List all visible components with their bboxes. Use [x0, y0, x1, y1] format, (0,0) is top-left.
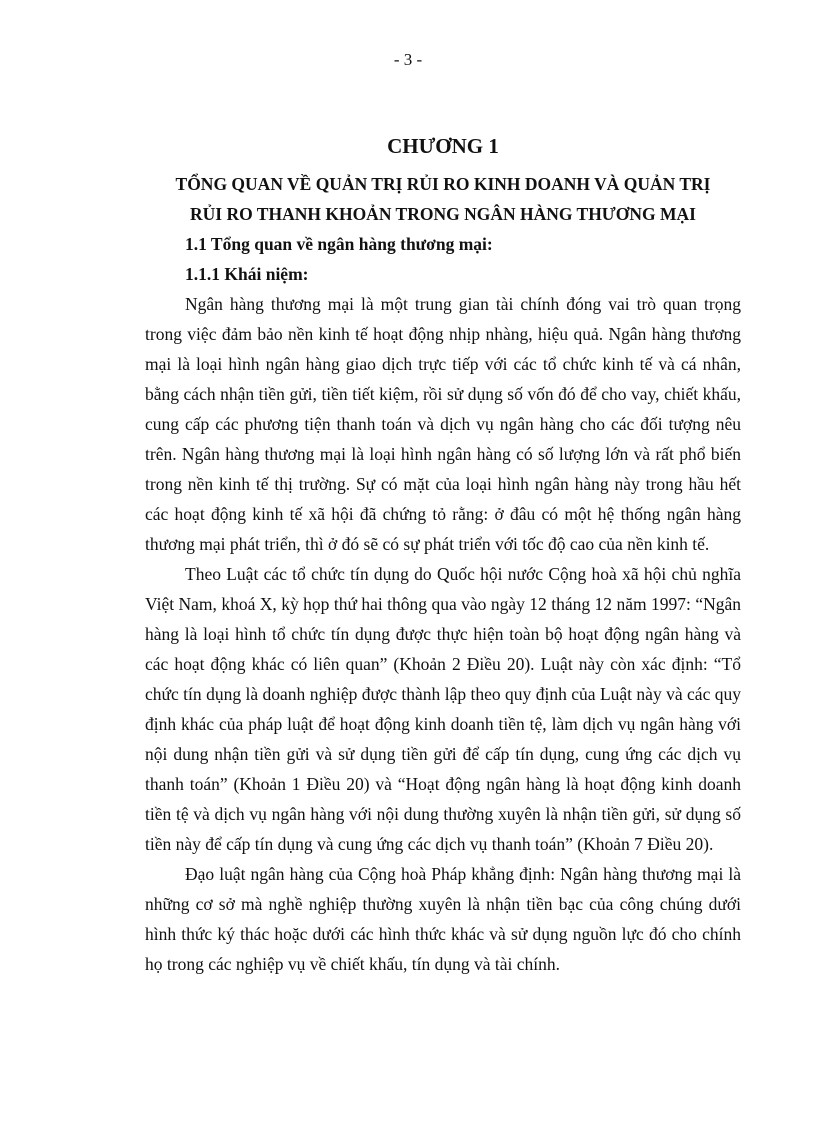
page-content: [145, 126, 741, 979]
section-heading-1-1-1: 1.1.1 Khái niệm:: [185, 264, 309, 284]
page-number: - 3 -: [393, 50, 423, 69]
paragraph-law-vietnam: Theo Luật các tổ chức tín dụng do Quốc hội nước Cộng hoà xã hội chủ nghĩa Việt Nam, khoá X, kỳ họp thứ hai thông qua vào ngày 12 tháng 12 năm 1997: “Ngân hàng là loại hình tổ chức tín dụng được thực hiện toàn bộ hoạt động ngân hàng và các hoạt động khác có liên quan” (Khoản 2 Điều 20). Luật này còn xác định: “Tổ chức tín dụng là doanh nghiệp được thành lập theo quy định của Luật này và các quy định khác của pháp luật để hoạt động kinh doanh tiền tệ, làm dịch vụ ngân hàng với nội dung nhận tiền gửi và sử dụng tiền gửi để cấp tín dụng, cung ứng các dịch vụ thanh toán” (Khoản 1 Điều 20) và “Hoạt động ngân hàng là hoạt động kinh doanh tiền tệ và dịch vụ ngân hàng với nội dung thường xuyên là nhận tiền gửi, sử dụng số tiền này để cấp tín dụng và cung ứng các dịch vụ thanh toán” (Khoản 7 Điều 20).: [145, 564, 741, 854]
paragraph-law-france: Đạo luật ngân hàng của Cộng hoà Pháp khẳng định: Ngân hàng thương mại là những cơ sở mà nghề nghiệp thường xuyên là nhận tiền bạc của công chúng dưới hình thức ký thác hoặc dưới các hình thức khác và sử dụng nguồn lực đó cho chính họ trong các nghiệp vụ về chiết khấu, tín dụng và tài chính.: [145, 864, 741, 974]
chapter-subtitle: [145, 166, 741, 229]
chapter-subtitle-line-1: TỔNG QUAN VỀ QUẢN TRỊ RỦI RO KINH DOANH VÀ QUẢN TRỊ: [175, 174, 711, 194]
chapter-subtitle-line-2: RỦI RO THANH KHOẢN TRONG NGÂN HÀNG THƯƠNG MẠI: [190, 204, 696, 224]
section-heading-1-1: 1.1 Tổng quan về ngân hàng thương mại:: [185, 234, 493, 254]
paragraph-definition: Ngân hàng thương mại là một trung gian tài chính đóng vai trò quan trọng trong việc đảm bảo nền kinh tế hoạt động nhịp nhàng, hiệu quả. Ngân hàng thương mại là loại hình ngân hàng giao dịch trực tiếp với các tổ chức kinh tế và cá nhân, bằng cách nhận tiền gửi, tiền tiết kiệm, rồi sử dụng số vốn đó để cho vay, chiết khấu, cung cấp các phương tiện thanh toán và dịch vụ ngân hàng cho các đối tượng nêu trên. Ngân hàng thương mại là loại hình ngân hàng có số lượng lớn và rất phổ biến trong nền kinh tế thị trường. Sự có mặt của loại hình ngân hàng này trong hầu hết các hoạt động kinh tế xã hội đã chứng tỏ rằng: ở đâu có một hệ thống ngân hàng thương mại phát triển, thì ở đó sẽ có sự phát triển với tốc độ cao của nền kinh tế.: [145, 294, 741, 554]
chapter-title: CHƯƠNG 1: [387, 134, 499, 158]
